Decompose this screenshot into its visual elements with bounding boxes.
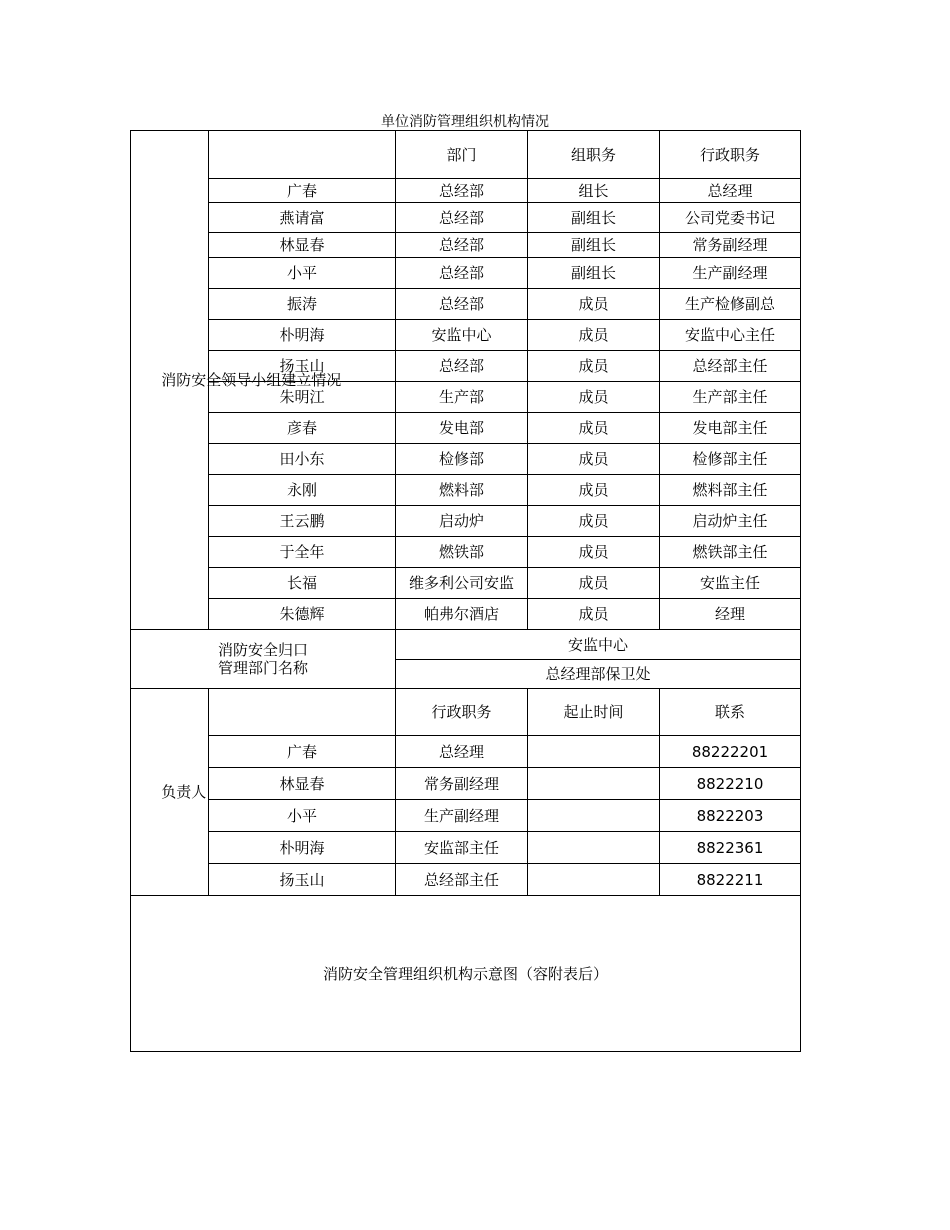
responsible-row <box>131 864 801 896</box>
responsible-admin-role: 总经部主任 <box>396 864 528 896</box>
responsible-contact: 8822211 <box>660 864 801 896</box>
responsible-period <box>528 768 660 800</box>
responsible-admin-role: 生产副经理 <box>396 800 528 832</box>
leader-department: 检修部 <box>396 444 528 475</box>
leadership-row <box>131 568 801 599</box>
responsible-name: 朴明海 <box>209 832 396 864</box>
leadership-row <box>131 444 801 475</box>
leadership-row <box>131 599 801 630</box>
department-row-1 <box>131 630 801 660</box>
department-label-line1: 消防安全归口 <box>217 641 308 659</box>
leader-department: 总经部 <box>396 233 528 258</box>
leader-admin-role: 发电部主任 <box>660 413 801 444</box>
leader-name: 林显春 <box>209 233 396 258</box>
leader-group-role: 成员 <box>528 351 660 382</box>
leadership-row <box>131 413 801 444</box>
responsible-header-name <box>209 689 396 736</box>
leader-admin-role: 常务副经理 <box>660 233 801 258</box>
leader-admin-role: 生产副经理 <box>660 258 801 289</box>
department-label <box>131 630 396 689</box>
leader-group-role: 组长 <box>528 179 660 203</box>
responsible-row <box>131 800 801 832</box>
responsible-section <box>131 689 801 896</box>
responsible-section-label-text: 负责人 <box>161 783 207 801</box>
leadership-header-row <box>131 131 801 179</box>
leader-name: 田小东 <box>209 444 396 475</box>
leader-admin-role: 启动炉主任 <box>660 506 801 537</box>
responsible-header-admin-role: 行政职务 <box>396 689 528 736</box>
responsible-period <box>528 864 660 896</box>
responsible-contact: 8822203 <box>660 800 801 832</box>
leader-name: 小平 <box>209 258 396 289</box>
leader-admin-role: 安监主任 <box>660 568 801 599</box>
leader-name: 朱德辉 <box>209 599 396 630</box>
leadership-row <box>131 537 801 568</box>
responsible-period <box>528 832 660 864</box>
leadership-section-label-text: 消防安全领导小组建立情况 <box>161 371 342 389</box>
leadership-row <box>131 233 801 258</box>
leader-name: 长福 <box>209 568 396 599</box>
leader-name: 王云鹏 <box>209 506 396 537</box>
responsible-section-label <box>131 689 209 896</box>
leadership-header-name <box>209 131 396 179</box>
responsible-admin-role: 总经理 <box>396 736 528 768</box>
leader-department: 总经部 <box>396 203 528 233</box>
leadership-row <box>131 258 801 289</box>
leadership-section <box>131 131 801 630</box>
diagram-row <box>131 896 801 1052</box>
leader-admin-role: 经理 <box>660 599 801 630</box>
responsible-admin-role: 常务副经理 <box>396 768 528 800</box>
department-label-line2: 管理部门名称 <box>217 659 308 677</box>
leader-department: 维多利公司安监 <box>396 568 528 599</box>
department-value-1: 安监中心 <box>396 630 801 660</box>
leadership-row <box>131 203 801 233</box>
responsible-period <box>528 736 660 768</box>
leadership-row <box>131 320 801 351</box>
leader-admin-role: 安监中心主任 <box>660 320 801 351</box>
responsible-name: 小平 <box>209 800 396 832</box>
leader-group-role: 成员 <box>528 320 660 351</box>
leader-department: 生产部 <box>396 382 528 413</box>
leader-admin-role: 生产检修副总 <box>660 289 801 320</box>
responsible-row <box>131 832 801 864</box>
leader-group-role: 成员 <box>528 444 660 475</box>
leadership-row <box>131 506 801 537</box>
leadership-row <box>131 289 801 320</box>
leader-name: 永刚 <box>209 475 396 506</box>
responsible-name: 林显春 <box>209 768 396 800</box>
diagram-section <box>131 896 801 1052</box>
responsible-row <box>131 736 801 768</box>
leader-department: 总经部 <box>396 258 528 289</box>
fire-safety-org-table <box>130 130 801 1052</box>
leader-department: 帕弗尔酒店 <box>396 599 528 630</box>
leader-admin-role: 总经理 <box>660 179 801 203</box>
responsible-header-period: 起止时间 <box>528 689 660 736</box>
leader-group-role: 成员 <box>528 568 660 599</box>
document-title: 单位消防管理组织机构情况 <box>381 114 549 130</box>
responsible-contact: 8822361 <box>660 832 801 864</box>
leadership-header-department: 部门 <box>396 131 528 179</box>
leader-name: 扬玉山 <box>209 351 396 382</box>
leader-group-role: 成员 <box>528 289 660 320</box>
leader-admin-role: 燃铁部主任 <box>660 537 801 568</box>
leader-name: 彦春 <box>209 413 396 444</box>
leader-department: 燃铁部 <box>396 537 528 568</box>
leader-department: 启动炉 <box>396 506 528 537</box>
org-diagram-area: 消防安全管理组织机构示意图（容附表后） <box>131 896 801 1052</box>
leader-department: 安监中心 <box>396 320 528 351</box>
leader-group-role: 成员 <box>528 537 660 568</box>
leader-department: 燃料部 <box>396 475 528 506</box>
leader-admin-role: 公司党委书记 <box>660 203 801 233</box>
leadership-header-group-role: 组职务 <box>528 131 660 179</box>
responsible-row <box>131 768 801 800</box>
leader-group-role: 成员 <box>528 599 660 630</box>
leader-department: 总经部 <box>396 289 528 320</box>
leader-department: 发电部 <box>396 413 528 444</box>
responsible-contact: 8822210 <box>660 768 801 800</box>
department-section <box>131 630 801 689</box>
responsible-contact: 88222201 <box>660 736 801 768</box>
leader-admin-role: 燃料部主任 <box>660 475 801 506</box>
leadership-row <box>131 475 801 506</box>
leader-group-role: 成员 <box>528 506 660 537</box>
leader-group-role: 成员 <box>528 475 660 506</box>
responsible-name: 扬玉山 <box>209 864 396 896</box>
leader-name: 朱明江 <box>209 382 396 413</box>
leader-name: 朴明海 <box>209 320 396 351</box>
leader-name: 振涛 <box>209 289 396 320</box>
leader-group-role: 副组长 <box>528 233 660 258</box>
leader-group-role: 成员 <box>528 413 660 444</box>
leader-department: 总经部 <box>396 351 528 382</box>
leader-name: 于全年 <box>209 537 396 568</box>
leader-admin-role: 总经部主任 <box>660 351 801 382</box>
responsible-name: 广春 <box>209 736 396 768</box>
responsible-period <box>528 800 660 832</box>
leadership-row <box>131 179 801 203</box>
leader-group-role: 副组长 <box>528 258 660 289</box>
leader-name: 广春 <box>209 179 396 203</box>
responsible-header-row <box>131 689 801 736</box>
leader-group-role: 成员 <box>528 382 660 413</box>
responsible-header-contact: 联系 <box>660 689 801 736</box>
leader-group-role: 副组长 <box>528 203 660 233</box>
leadership-header-admin-role: 行政职务 <box>660 131 801 179</box>
leader-admin-role: 检修部主任 <box>660 444 801 475</box>
department-value-2: 总经理部保卫处 <box>396 660 801 689</box>
leader-admin-role: 生产部主任 <box>660 382 801 413</box>
leader-name: 燕请富 <box>209 203 396 233</box>
leader-department: 总经部 <box>396 179 528 203</box>
responsible-admin-role: 安监部主任 <box>396 832 528 864</box>
